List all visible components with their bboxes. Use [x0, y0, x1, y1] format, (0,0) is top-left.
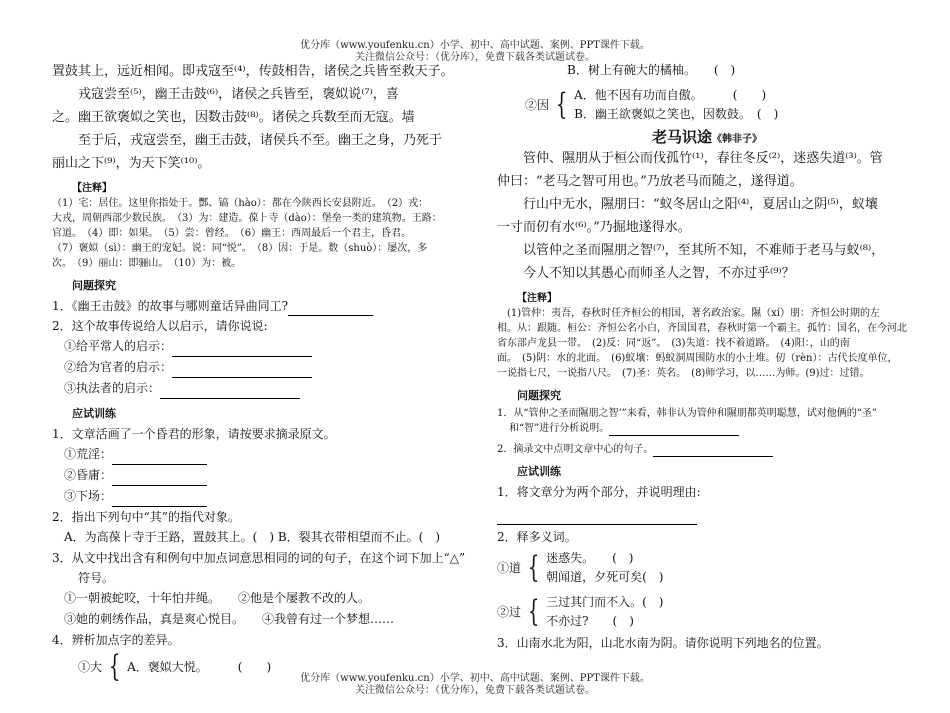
- answer-blank[interactable]: [112, 471, 207, 486]
- brace-label: ②过: [497, 605, 522, 619]
- header-line-1: 优分库（www.youfenku.cn）小学、初中、高中试题、案例、PPT课件下载。: [300, 40, 650, 51]
- brace-label: ①道: [497, 561, 522, 575]
- brace-label: ①大: [78, 660, 103, 674]
- title-text: 老马识途: [651, 128, 712, 146]
- note-line: 一说指七尺，一说指八尺。 (7)圣：英名。 (8)师学习，以……为师。(9)过：过错。: [497, 368, 870, 379]
- brace-icon: {: [555, 87, 568, 122]
- left-column: [52, 60, 466, 684]
- explore-title: 问题探究: [517, 389, 561, 402]
- header-line-2: 关注微信公众号：（优分库），免费下载各类试题试卷。: [355, 52, 595, 63]
- answer-blank[interactable]: [653, 445, 773, 457]
- passage-line: 戎寇尝至⁽⁵⁾，幽王击鼓⁽⁶⁾，诸侯之兵皆至，褒姒说⁽⁷⁾，喜: [78, 87, 399, 102]
- drill-question-3: 3．山南水北为阳，山北水南为阴。请你说明下列地名的位置。: [497, 636, 829, 650]
- option-a: A．褒姒大悦。 ( ): [127, 660, 272, 674]
- option-b: 不亦过? ( ): [546, 614, 634, 628]
- answer-blank[interactable]: [609, 424, 739, 436]
- note-line: (1)管仲：夷吾，春秋时任齐桓公的相国，著名政治家。隰（xí）朋：齐恒公时期的左: [497, 308, 881, 319]
- drill-question-4: 4．辨析加点字的差异。: [52, 633, 180, 647]
- article-title: [497, 126, 917, 147]
- drill-options: A．为高葆⺊寺于王路，置鼓其上。( ) B．裂其衣带相望而不止。( ): [64, 530, 441, 544]
- drill-question-1: 1．文章活画了一个昏君的形象，请按要求摘录原文。: [52, 427, 336, 441]
- question-text: 1．《幽王击鼓》的故事与哪则童话异曲同工?: [52, 299, 289, 313]
- question-text: 2．摘录文中点明文章中心的句子。: [497, 444, 654, 455]
- answer-blank[interactable]: [172, 363, 312, 378]
- drill-question-3: 3．从文中找出含有和例句中加点词意思相同的词的句子，在这个词下加上“△”: [52, 551, 466, 565]
- option-a: 三过其门而不入。( ): [546, 595, 664, 609]
- note-line: 相。从：跟随。桓公：齐恒公名小白，齐国国君，春秋时第一个霸主。孤竹：国名，在今河北: [497, 323, 907, 334]
- brace-icon: {: [527, 594, 540, 629]
- explore-question-1-cont: [509, 421, 917, 436]
- explore-sub: [64, 357, 462, 378]
- passage-line: 今人不知以其愚心而师圣人之智，不亦过乎⁽⁹⁾？: [523, 266, 795, 281]
- drill-question-1: 1．将文章分为两个部分，并说明理由:: [497, 485, 701, 499]
- answer-blank[interactable]: [112, 450, 207, 465]
- passage-line: 丽山之下⁽⁹⁾，为天下笑⁽¹⁰⁾。: [52, 156, 211, 171]
- drill-sub: [64, 444, 462, 465]
- explore-title: 问题探究: [72, 279, 116, 292]
- explore-sub: [64, 336, 462, 357]
- example-line: ①一朝被蛇咬，十年怕井绳。 ②他是个屡教不改的人。: [64, 591, 371, 605]
- drill-question-2: 2．指出下列句中“其”的指代对象。: [52, 510, 240, 524]
- notes-title: 【注释】: [72, 183, 112, 194]
- answer-blank[interactable]: [497, 510, 697, 525]
- sub-label: ①给平常人的启示：: [64, 339, 173, 353]
- drill-title: 应试训练: [72, 407, 116, 420]
- explore-question-2: [497, 442, 917, 457]
- option-a: A．他不因有功而自傲。 ( ): [574, 88, 767, 102]
- note-line: （7）褒姒（sì）：幽王的宠妃。说：同“悦”。 （8）因：于是。数（shuò）：屡次，多: [52, 243, 428, 254]
- right-column: [497, 60, 917, 653]
- drill-title: 应试训练: [517, 465, 561, 478]
- passage-line: 至于后，戎寇尝至，幽王击鼓，诸侯兵不至。幽王之身，乃死于: [78, 133, 443, 148]
- note-line: 省东部卢龙县一带。 (2)反：同“返”。 (3)失道：找不着道路。 (4)阳：，山的南: [497, 338, 850, 349]
- sub-label: ①荒淫：: [64, 447, 113, 461]
- passage-line: 一寸而仞有水⁽⁶⁾。”乃掘地遂得水。: [497, 220, 691, 235]
- title-source: 《韩非子》: [712, 134, 762, 145]
- brace-icon: {: [527, 550, 540, 585]
- drill-question-3-cont: 符号。: [78, 571, 115, 585]
- brace-options: [546, 593, 663, 631]
- brace-group: [497, 593, 917, 631]
- sub-label: ③下场：: [64, 489, 113, 503]
- answer-blank[interactable]: [172, 342, 312, 357]
- explore-question-1: 1．从“管仲之圣而隰朋之智’”来看，韩非认为管仲和隰朋都英明聪慧，试对他俩的“圣”: [497, 408, 877, 419]
- brace-options: [574, 86, 778, 124]
- brace-group: [525, 86, 917, 124]
- passage-line: 行山中无水，隰朋曰：“蚁冬居山之阳⁽⁴⁾，夏居山之阴⁽⁵⁾，蚁壤: [523, 197, 878, 212]
- option-b: B．幽王欲褒姒之笑也，因数鼓。 ( ): [574, 107, 779, 121]
- drill-sub: [64, 465, 462, 486]
- brace-label: ②因: [525, 98, 550, 112]
- brace-options: [546, 549, 663, 587]
- footer-line-1: 优分库（www.youfenku.cn）小学、初中、高中试题、案例、PPT课件下载。: [300, 673, 650, 684]
- passage-line: 之。幽王欲褒姒之笑也，因数击鼓⁽⁸⁾。诸侯之兵数至而无寇。墙: [52, 110, 415, 125]
- question-text: 和“智”进行分析说明。: [509, 423, 610, 434]
- option-b: B．树上有碗大的橘柚。 ( ): [567, 63, 736, 77]
- note-line: 次。 （9）丽山：即骊山。 （10）为：被。: [52, 258, 242, 269]
- sub-label: ②昏庸：: [64, 468, 113, 482]
- passage-line: 管仲、隰朋从于桓公而伐孤竹⁽¹⁾，春往冬反⁽²⁾，迷惑失道⁽³⁾。管: [523, 151, 883, 166]
- example-line: ③她的刺绣作品，真是爽心悦目。 ④我曾有过一个梦想……: [64, 612, 395, 626]
- note-line: 官道。 （4）即：如果。 （5）尝：曾经。 （6）幽王：西周最后一个君主，昏君。: [52, 228, 412, 239]
- passage-line: 置鼓其上，远近相闻。即戎寇至⁽⁴⁾，传鼓相告，诸侯之兵皆至救天子。: [52, 64, 454, 79]
- note-line: 面。 (5)阴：水的北面。 (6)蚁壤：蚂蚁洞周围防水的小土堆。仞（rèn）：古代长度单位，: [497, 353, 898, 364]
- answer-blank[interactable]: [288, 301, 373, 316]
- explore-question-1: [52, 296, 462, 316]
- option-a: 迷惑失。 ( ): [546, 551, 634, 565]
- brace-icon: {: [108, 649, 121, 684]
- footer-line-2: 关注微信公众号：（优分库），免费下载各类试题试卷。: [355, 685, 595, 696]
- sub-label: ③执法者的启示：: [64, 381, 161, 395]
- option-b: 朝闻道，夕死可矣( ): [546, 570, 664, 584]
- answer-blank[interactable]: [112, 492, 207, 507]
- note-line: 大戎，周朝西部少数民族。 （3）为：建造。葆⺊寺（dào）：堡垒一类的建筑物。王路：: [52, 213, 442, 224]
- answer-blank[interactable]: [160, 384, 300, 399]
- sub-label: ②给为官者的启示：: [64, 360, 173, 374]
- explore-question-2: 2．这个故事传说给人以启示，请你说说:: [52, 319, 268, 333]
- page-footer: [0, 673, 950, 697]
- drill-sub: [64, 486, 462, 507]
- note-line: （1）宅：居住。这里你指处于。酆、镐（hào）：都在今陕西长安县附近。 （2）戎：: [52, 198, 429, 209]
- explore-sub: [64, 378, 462, 399]
- brace-group: [497, 549, 917, 587]
- passage-line: 仲曰：“老马之智可用也。”乃放老马而随之，遂得道。: [497, 174, 803, 189]
- passage-line: 以管仲之圣而隰朋之智⁽⁷⁾，至其所不知，不难师于老马与蚁⁽⁸⁾，: [523, 243, 885, 258]
- drill-question-2: 2．释多义词。: [497, 530, 577, 544]
- notes-title: 【注释】: [517, 293, 557, 304]
